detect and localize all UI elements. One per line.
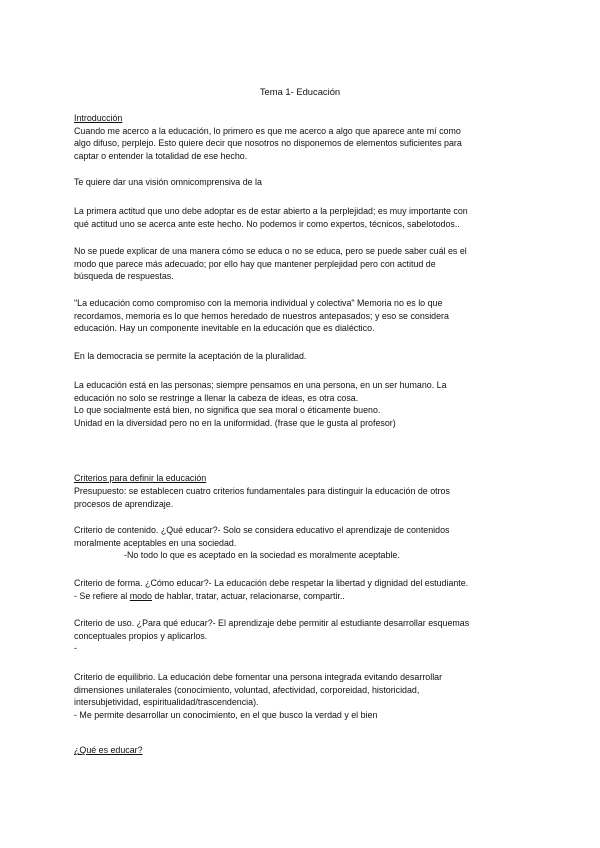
criteria-heading: Criterios para definir la educación [74,473,207,483]
intro-paragraph-3: La primera actitud que uno debe adoptar es de estar abierto a la perplejidad; es muy importante con qué actitud uno se acerca ante este hecho. No podemos ir como expertos, técnicos, sabelotodos.. [74,206,468,229]
intro-paragraph-2: Te quiere dar una visión omnicomprensiva de la [74,177,262,187]
intro-paragraph-7: La educación está en las personas; siempre pensamos en una persona, en un ser humano. La educación no solo se restringe a llenar la cabeza de ideas, es otra cosa. Lo que socialmente está bien, no significa que sea moral o éticamente bueno. Unidad en la diversidad pero no en la uniformidad. (frase que le gusta al profesor) [74,380,447,428]
intro-paragraph-1: Cuando me acerco a la educación, lo primero es que me acerco a algo que aparece ante mí como algo difuso, perplejo. Esto quiere decir que nosotros no disponemos de elementos suficientes para captar o entender la totalidad de ese hecho. [74,125,462,161]
intro-heading: Introducción [74,113,123,123]
intro-paragraph-5: "La educación como compromiso con la memoria individual y colectiva" Memoria no es lo que recordamos, memoria es lo que hemos heredado de nuestros antepasados; y eso se considera educación. Hay un componente inevitable en la educación que es dialéctico. [74,298,449,334]
intro-paragraph-6: En la democracia se permite la aceptación de la pluralidad. [74,351,307,361]
criterio-uso: Criterio de uso. ¿Para qué educar?- El aprendizaje debe permitir al estudiante desarrollar esquemas conceptuales propios y aplicarlos. - [74,618,470,654]
criterio-forma-note: - Se refiere al modo de hablar, tratar, actuar, relacionarse, compartir.. [74,590,345,601]
criteria-presupuesto: Presupuesto: se establecen cuatro criterios fundamentales para distinguir la educación de otros procesos de aprendizaje. [74,486,450,509]
criterio-equilibrio: Criterio de equilibrio. La educación debe fomentar una persona integrada evitando desarrollar dimensiones unilaterales (conocimiento, voluntad, afectividad, corporeidad, historicidad, intersubjetividad, espiritualidad/trascendencia). - Me permite desarrollar un conocimiento, en el que busco la verdad y el bien [74,672,443,720]
intro-paragraph-4: No se puede explicar de una manera cómo se educa o no se educa, pero se puede saber cuál es el modo que parece más adecuado; por ello hay que mantener perplejidad pero con actitud de búsqueda de respuestas. [74,246,467,282]
criterio-forma: Criterio de forma. ¿Cómo educar?- La educación debe respetar la libertad y dignidad del estudiante. - Se refiere al modo de hablar, tratar, actuar, relacionarse, compartir.. [74,577,530,602]
page-title: Tema 1- Educación [259,86,341,97]
next-section-heading: ¿Qué es educar? [74,745,143,755]
criterio-contenido: Criterio de contenido. ¿Qué educar?- Solo se considera educativo el aprendizaje de contenidos moralmente aceptables en una sociedad. -No todo lo que es aceptado en la sociedad es moralmente aceptable. [74,525,450,561]
